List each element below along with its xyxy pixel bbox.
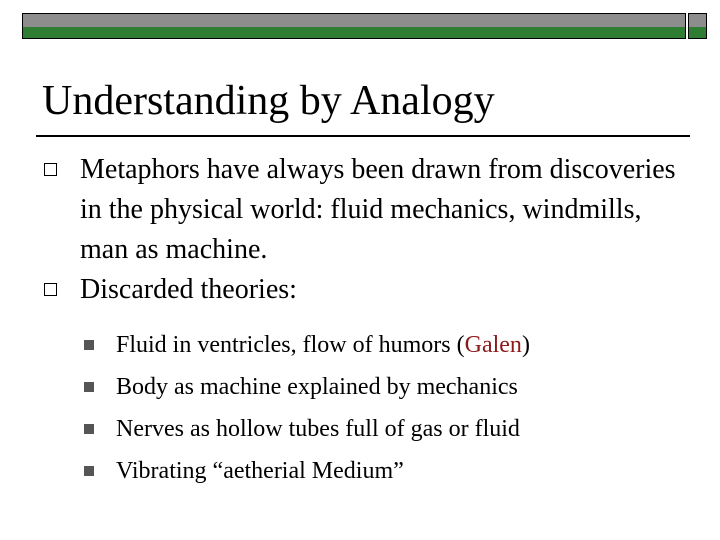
corner-decorative-box bbox=[688, 13, 707, 39]
bullet-item bbox=[44, 150, 684, 270]
sub-bullet-highlight: Galen bbox=[464, 332, 522, 358]
sub-bullet-text: Nerves as hollow tubes full of gas or fluid bbox=[116, 416, 520, 442]
sub-bullet-item bbox=[44, 366, 684, 408]
bullet-text: Discarded theories: bbox=[80, 274, 297, 305]
filled-square-bullet-icon bbox=[84, 382, 94, 392]
filled-square-bullet-icon bbox=[84, 466, 94, 476]
filled-square-bullet-icon bbox=[84, 340, 94, 350]
sub-bullet-item bbox=[44, 324, 684, 366]
bullet-text: Metaphors have always been drawn from discoveries in the physical world: fluid mechanics, windmills, man as machine. bbox=[80, 154, 676, 265]
corner-box-green-stripe bbox=[689, 27, 706, 38]
title-divider bbox=[36, 135, 690, 137]
top-bar-green-stripe bbox=[23, 27, 685, 38]
hollow-square-bullet-icon bbox=[44, 163, 57, 176]
hollow-square-bullet-icon bbox=[44, 283, 57, 296]
slide-title: Understanding by Analogy bbox=[42, 78, 495, 124]
sub-bullet-text-after: ) bbox=[521, 332, 530, 358]
sub-bullet-text-before: Fluid in ventricles, flow of humors ( bbox=[116, 332, 465, 358]
top-decorative-bar bbox=[22, 13, 686, 39]
filled-square-bullet-icon bbox=[84, 424, 94, 434]
sub-bullet-item bbox=[44, 450, 684, 492]
bullet-item bbox=[44, 270, 684, 310]
sub-bullet-text: Body as machine explained by mechanics bbox=[116, 374, 518, 400]
sub-bullet-list bbox=[44, 324, 684, 492]
sub-bullet-text: Vibrating “aetherial Medium” bbox=[116, 458, 404, 484]
sub-bullet-item bbox=[44, 408, 684, 450]
bullet-list bbox=[44, 150, 684, 492]
